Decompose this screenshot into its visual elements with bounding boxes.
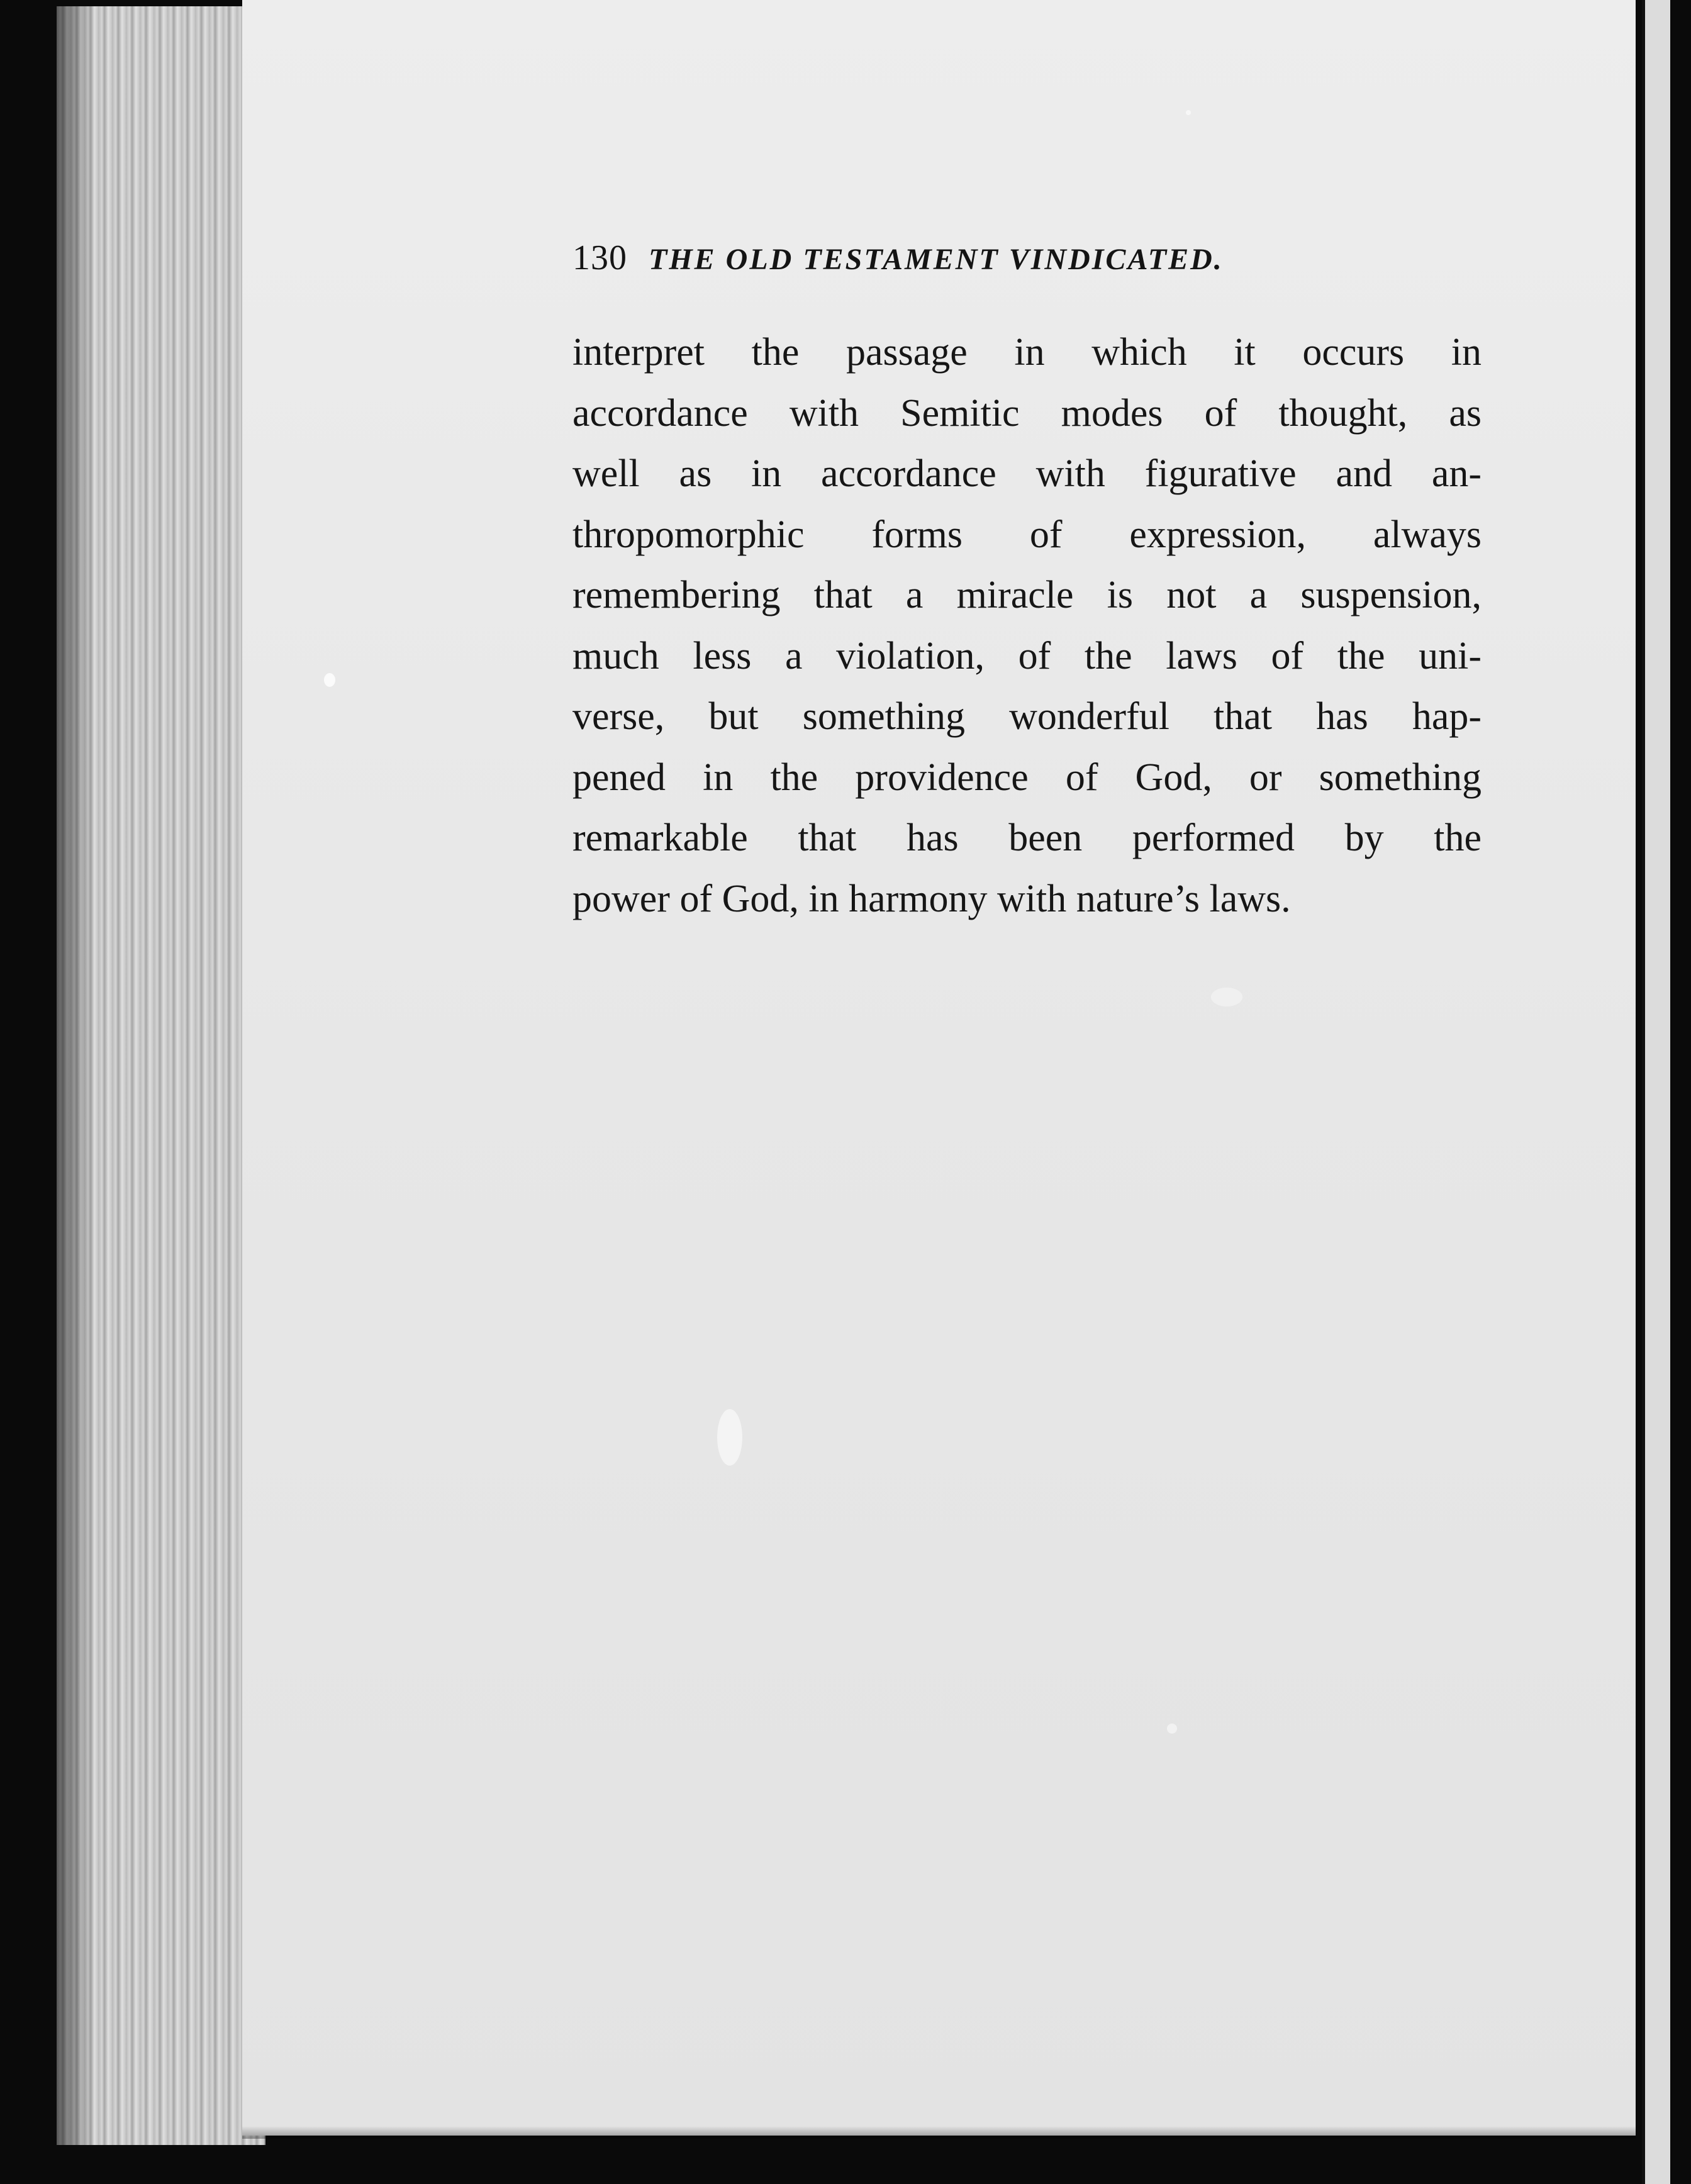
running-head: [572, 238, 1397, 282]
text-line: much less a violation, of the laws of the uni-: [572, 634, 1482, 677]
scan-speck: [1167, 1724, 1177, 1734]
printed-leaf: [242, 0, 1636, 2136]
facing-page-edge: [1642, 0, 1670, 2184]
text-line: remembering that a miracle is not a suspension,: [572, 574, 1482, 616]
text-line: accordance with Semitic modes of thought, as: [572, 391, 1482, 435]
scan-speck: [324, 673, 335, 687]
scan-speck: [1186, 110, 1191, 115]
body-paragraph: [572, 322, 1482, 929]
text-line: interpret the passage in which it occurs in: [572, 331, 1482, 374]
text-line: thropomorphic forms of expression, always: [572, 513, 1482, 556]
spine-shadow: [57, 6, 94, 2145]
text-line: pened in the providence of God, or something: [572, 755, 1482, 799]
running-title: THE OLD TESTAMENT VINDICATED.: [649, 243, 1224, 276]
page-number: 130: [572, 238, 627, 277]
text-line: remarkable that has been performed by the: [572, 816, 1482, 859]
text-line: power of God, in harmony with nature’s laws.: [572, 877, 1291, 920]
text-line: verse, but something wonderful that has hap-: [572, 695, 1482, 738]
scan-speck: [717, 1409, 742, 1466]
leaf-bottom-shadow: [242, 2126, 1636, 2139]
scan-speck: [1211, 988, 1242, 1006]
text-line: well as in accordance with figurative and an-: [572, 452, 1482, 495]
